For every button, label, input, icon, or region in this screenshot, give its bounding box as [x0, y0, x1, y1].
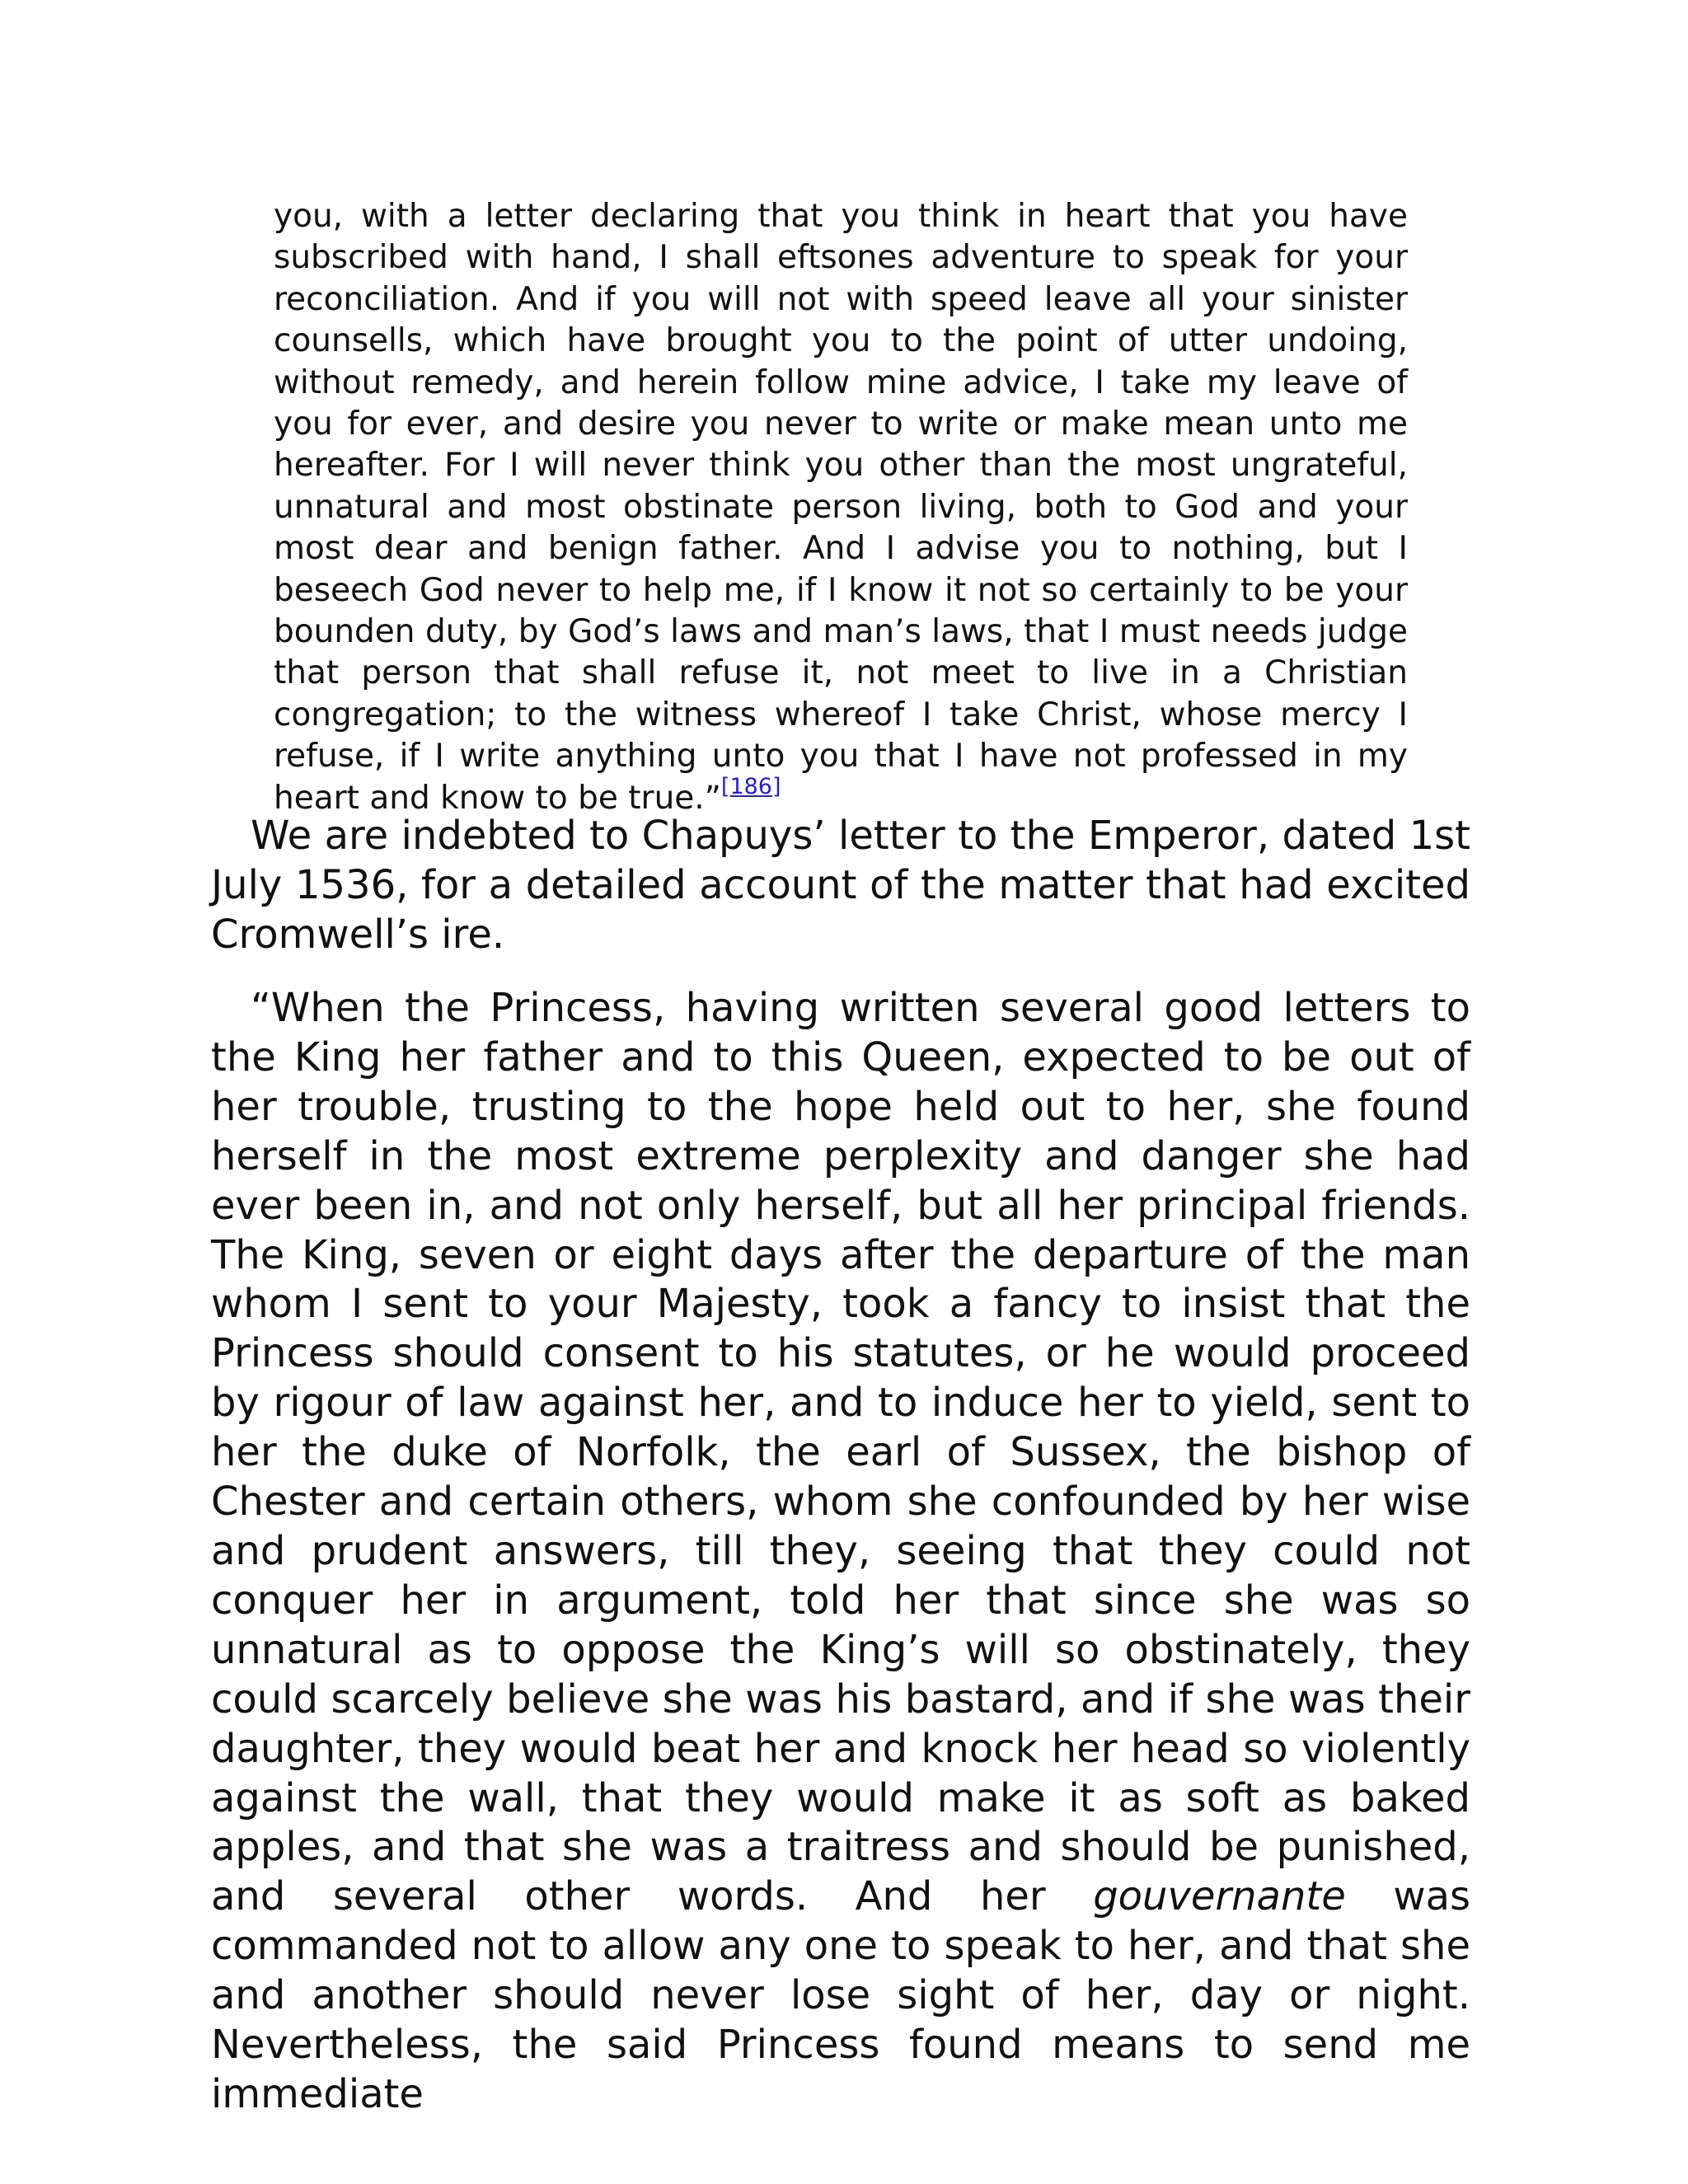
body-paragraph-princess-account	[211, 984, 1470, 2120]
quotation-text: you, with a letter declaring that you think in heart that you have subscribed with hand, I shall eftsones adventure to speak for your reconciliation. And if you will not with speed leave all your sinister counsells, which have brought you to the point of utter undoing, without remedy, and herein follow mine advice, I take my leave of you for ever, and desire you never to write or make mean unto me hereafter. For I will never think you other than the most ungrateful, unnatural and most obstinate person living, both to God and your most dear and benign father. And I advise you to nothing, but I beseech God never to help me, if I know it not so certainly to be your bounden duty, by God’s laws and man’s laws, that I must needs judge that person that shall refuse it, not meet to live in a Christian congregation; to the witness whereof I take Christ, whose mercy I refuse, if I write anything unto you that I have not professed in my heart and know to be true.”	[274, 198, 1408, 817]
body-paragraph-chapuys-letter: We are indebted to Chapuys’ letter to the Emperor, dated 1st July 1536, for a detailed account of the matter that had excited Cromwell’s ire.	[211, 813, 1470, 958]
letter-quotation	[274, 196, 1408, 819]
italic-word-gouvernante: gouvernante	[1093, 1873, 1346, 1920]
footnote-link-186[interactable]: [186]	[720, 773, 781, 799]
paragraph-text-start: “When the Princess, having written several good letters to the King her father and to this Queen, expected to be out of her trouble, trusting to the hope held out to her, she found herself in the most extreme perplexity and danger she had ever been in, and not only herself, but all her principal friends. The King, seven or eight days after the departure of the man whom I sent to your Majesty, took a fancy to insist that the Princess should consent to his statutes, or he would proceed by rigour of law against her, and to induce her to yield, sent to her the duke of Norfolk, the earl of Sussex, the bishop of Chester and certain others, whom she confounded by her wise and prudent answers, till they, seeing that they could not conquer her in argument, told her that since she was so unnatural as to oppose the King’s will so obstinately, they could scarcely believe she was his bastard, and if she was their daughter, they would beat her and knock her head so violently against the wall, that they would make it as soft as baked apples, and that she was a traitress and should be punished, and several other words. And her	[211, 985, 1470, 1920]
paragraph-text-end: was commanded not to allow any one to speak to her, and that she and another should never lose sight of her, day or night. Nevertheless, the said Princess found means to send me immediate	[211, 1873, 1470, 2117]
